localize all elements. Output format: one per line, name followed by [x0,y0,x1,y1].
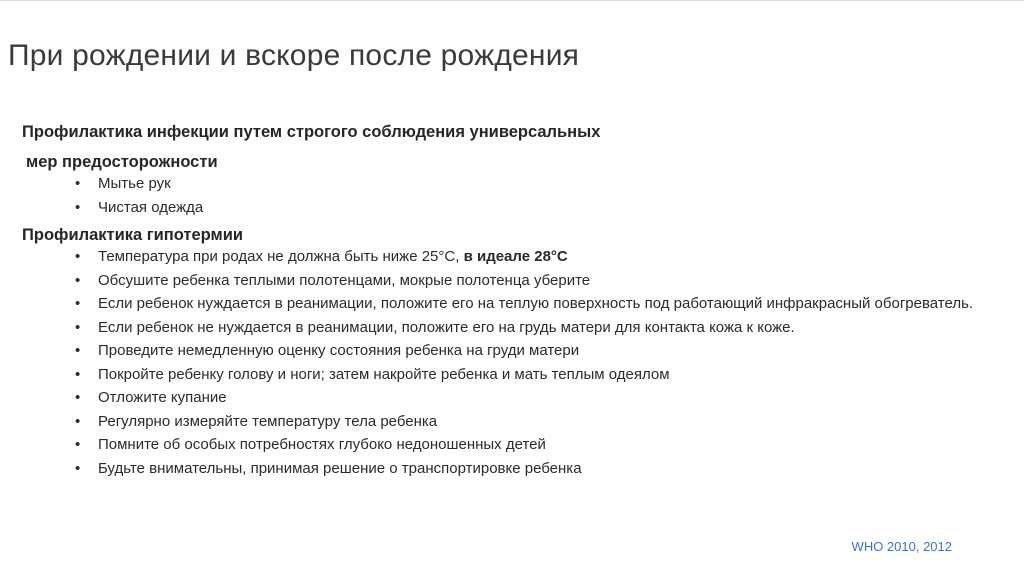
list-item [75,460,1012,478]
bullet-icon: • [75,342,81,359]
list-item [75,319,1012,337]
reference-citation: WHO 2010, 2012 [851,539,952,554]
bullet-icon: • [75,175,81,192]
list-item-text: Если ребенок нуждается в реанимации, положите его на теплую поверхность под работающий инфракрасный обогреватель. [98,295,974,312]
list-item-text: Мытье рук [98,175,171,192]
bullet-icon: • [75,271,81,289]
list-item [75,389,1012,407]
list-item [75,436,1012,454]
hypothermia-list [22,248,1012,478]
slide-content [22,119,1012,483]
list-item [75,366,1012,384]
bullet-icon: • [75,436,81,453]
list-item-text: Обсушите ребенка теплыми полотенцами, мокрые полотенца уберите [98,271,591,289]
list-item-text: Регулярно измеряйте температуру тела ребенка [98,412,438,430]
bullet-icon: • [75,389,81,406]
list-item-text: Чистая одежда [98,198,204,216]
list-item [75,199,1012,217]
infection-list [22,175,1012,217]
list-item-text: Если ребенок не нуждается в реанимации, положите его на грудь матери для контакта кожа к коже. [98,318,795,336]
list-item-text: Покройте ребенку голову и ноги; затем накройте ребенка и мать теплым одеялом [98,365,670,383]
list-item-text: Помните об особых потребностях глубоко недоношенных детей [98,436,546,453]
list-item [75,272,1012,290]
bullet-icon: • [75,248,81,265]
section-heading-hypothermia: Профилактика гипотермии [22,226,244,244]
list-item [75,413,1012,431]
bullet-icon: • [75,365,81,383]
list-item [75,342,1012,360]
slide-title: При рождении и вскоре после рождения [8,39,580,72]
list-item-emphasis: в идеале 28°C [463,248,568,265]
bullet-icon: • [75,318,81,336]
list-item-text: Проведите немедленную оценку состояния ребенка на груди матери [98,342,580,359]
section-heading-infection-line2: мер предосторожности [26,153,218,171]
list-item [75,248,1012,266]
list-item-text: Будьте внимательны, принимая решение о транспортировке ребенка [98,459,582,477]
list-item-text: Отложите купание [98,389,227,406]
list-item [75,295,1012,313]
list-item [75,175,1012,193]
bullet-icon: • [75,198,81,216]
bullet-icon: • [75,412,81,430]
bullet-icon: • [75,459,81,477]
section-heading-infection [22,119,1012,175]
list-item-text: Температура при родах не должна быть ниже 25°C, [98,248,464,265]
section-heading-infection-line1: Профилактика инфекции путем строгого соблюдения универсальных [22,123,601,141]
bullet-icon: • [75,295,81,312]
